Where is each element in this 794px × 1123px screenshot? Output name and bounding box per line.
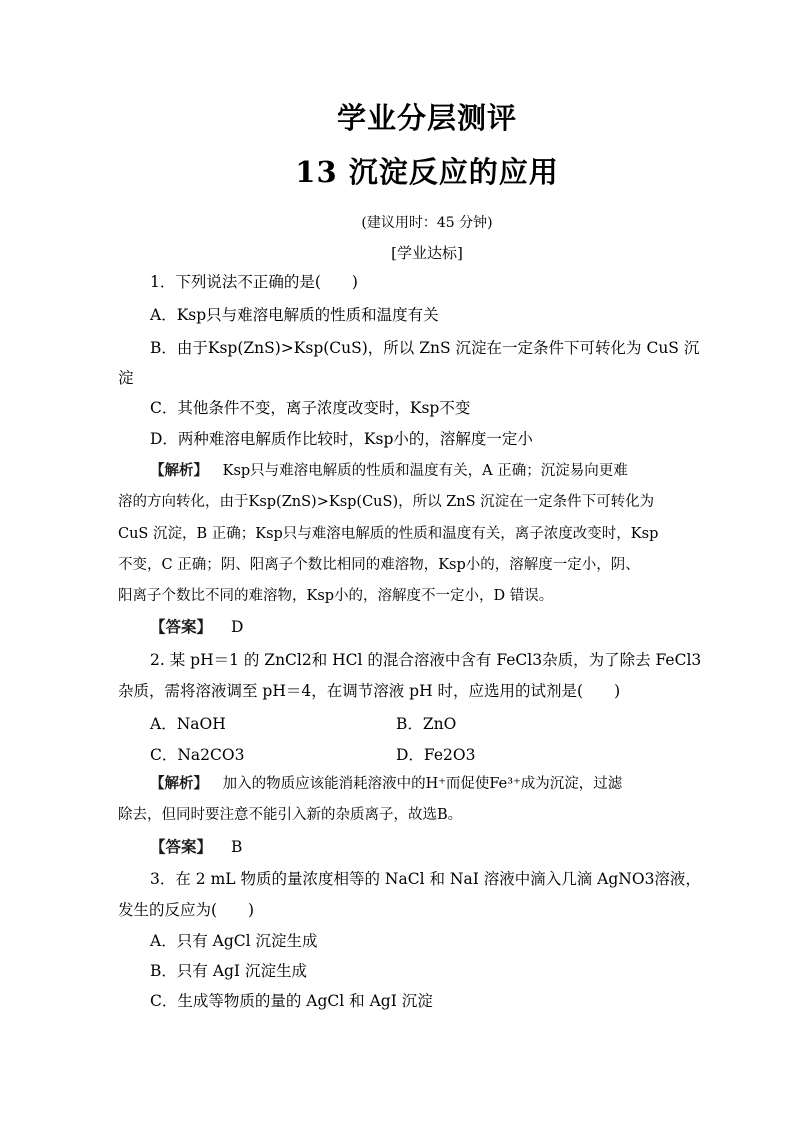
q1-option-b-line1: B．由于Ksp(ZnS)>Ksp(CuS)，所以 ZnS 沉淀在一定条件下可转化为 CuS 沉 <box>150 339 700 357</box>
q1-analysis-text-2: 溶的方向转化，由于Ksp(ZnS)>Ksp(CuS)，所以 ZnS 沉淀在一定条件下可转化为 <box>118 494 655 510</box>
q3-option-b: B．只有 AgI 沉淀生成 <box>150 962 307 980</box>
q2-option-d: D．Fe2O3 <box>396 746 476 764</box>
q3-stem-line1: 3．在 2 mL 物质的量浓度相等的 NaCl 和 NaI 溶液中滴入几滴 AgNO3溶液， <box>150 870 701 888</box>
q1-analysis-text-5: 阳离子个数比不同的难溶物，Ksp小的，溶解度不一定小，D 错误。 <box>118 588 554 604</box>
time-hint: (建议用时：45 分钟) <box>361 215 493 231</box>
q1-stem: 1．下列说法不正确的是( ) <box>150 273 358 291</box>
q1-option-c: C．其他条件不变，离子浓度改变时，Ksp不变 <box>150 399 471 417</box>
q3-stem-line2: 发生的反应为( ) <box>118 901 255 919</box>
q2-option-c: C．Na2CO3 <box>150 746 245 764</box>
q2-stem-line1: 2. 某 pH＝1 的 ZnCl2和 HCl 的混合溶液中含有 FeCl3杂质，为了除去 FeCl3 <box>150 651 702 669</box>
q1-answer-value: D <box>230 618 244 636</box>
q2-answer-value: B <box>230 838 243 856</box>
q1-option-d: D．两种难溶电解质作比较时，Ksp小的，溶解度一定小 <box>150 430 533 448</box>
q2-analysis-text-2: 除去，但同时要注意不能引入新的杂质离子，故选B。 <box>118 807 463 823</box>
q1-analysis-text-3: CuS 沉淀，B 正确；Ksp只与难溶电解质的性质和温度有关，离子浓度改变时，Ksp <box>118 526 659 542</box>
q2-analysis-line1 <box>150 774 622 794</box>
page-title: 学业分层测评 <box>336 101 517 135</box>
q2-option-a: A．NaOH <box>150 715 226 733</box>
q2-answer-line <box>150 837 242 857</box>
q1-answer-tag: 【答案】 <box>150 617 213 636</box>
q2-option-b: B．ZnO <box>396 715 457 733</box>
q2-analysis-tag: 【解析】 <box>150 775 208 792</box>
q1-option-a: A．Ksp只与难溶电解质的性质和温度有关 <box>150 306 439 324</box>
q1-analysis-text-1: Ksp只与难溶电解质的性质和温度有关，A 正确；沉淀易向更难 <box>222 463 628 479</box>
q2-analysis-text-1: 加入的物质应该能消耗溶液中的H⁺而促使Fe³⁺成为沉淀，过滤 <box>222 776 623 792</box>
q1-analysis-text-4: 不变，C 正确；阴、阳离子个数比相同的难溶物，Ksp小的，溶解度一定小，阴、 <box>118 557 640 573</box>
q1-analysis-tag: 【解析】 <box>150 462 208 479</box>
q1-option-b-line2: 淀 <box>118 369 134 387</box>
q3-option-a: A．只有 AgCl 沉淀生成 <box>150 932 318 950</box>
page-subtitle: 13 沉淀反应的应用 <box>295 155 559 189</box>
q1-analysis-line1 <box>150 461 628 481</box>
q1-answer-line <box>150 617 243 637</box>
q2-answer-tag: 【答案】 <box>150 837 213 856</box>
q2-stem-line2: 杂质，需将溶液调至 pH＝4，在调节溶液 pH 时，应选用的试剂是( ) <box>118 682 621 700</box>
section-label: [学业达标] <box>391 244 463 262</box>
q3-option-c: C．生成等物质的量的 AgCl 和 AgI 沉淀 <box>150 992 433 1010</box>
